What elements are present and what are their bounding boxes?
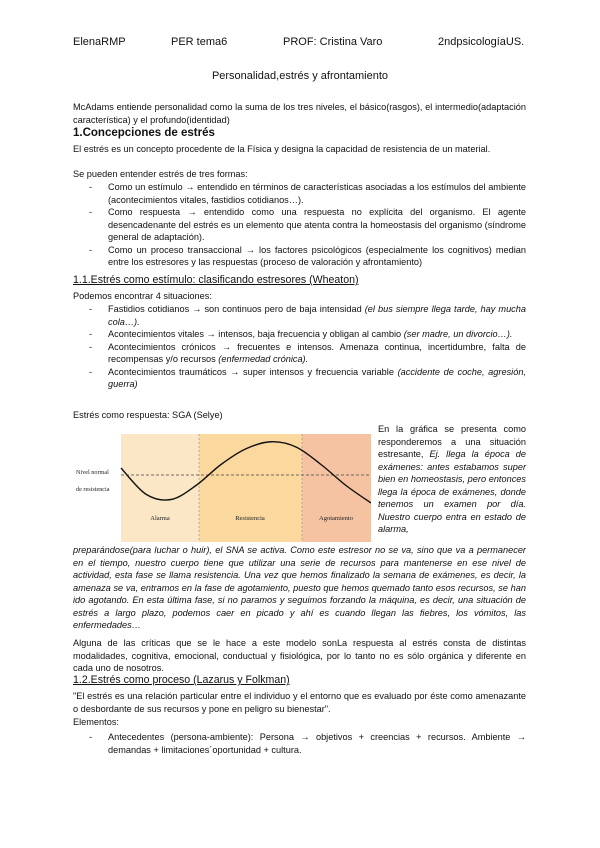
bullet-dash: -: [89, 366, 93, 377]
phase-band-agotamiento: [302, 434, 371, 542]
phase-band-alarma: [121, 434, 199, 542]
list-item: - Acontecimientos vitales → intensos, baja frecuencia y obligan al cambio (ser madre, un divorcio…).: [89, 329, 513, 339]
sga-label: Estrés como respuesta: SGA (Selye): [73, 410, 223, 420]
bullet-dash: -: [89, 329, 93, 339]
phase-label-alarma: Alarma: [150, 515, 170, 522]
bullet-dash: -: [89, 304, 93, 314]
sga-chart: [73, 434, 371, 542]
section11-intro: Podemos encontrar 4 situaciones:: [73, 291, 212, 301]
section12-elements-label: Elementos:: [73, 717, 119, 727]
section1-heading: 1.Concepciones de estrés: [73, 127, 215, 139]
example-paragraph: preparándose(para luchar o huir), el SNA se activa. Como este estresor no se va, sino que va a permanecer en el tiempo, nuestro cuerpo tiene que utilizar una serie de recursos para mantenerse en ese nivel de actividad, esta fase se llama resistencia. Una vez que hemos finalizado la semana de exámenes, es decir, la amenaza se va, entramos en la fase de agotamiento, puesto que hemos quemado tanto esos recursos, se han ido agotando. En esta última fase, si no paramos y seguimos forzando la máquina, es decir, una situación de estrés a largo plazo, podemos caer en picado y ahí es cuando llegan las fiebres, los vómitos, las enfermedades…: [73, 545, 526, 630]
list-item: - Acontecimientos traumáticos → super intensos y frecuencia variable (accidente de coche, agresión, guerra): [89, 366, 526, 389]
list-item: - Fastidios cotidianos → son continuos pero de baja intensidad (el bus siempre llega tarde, hay mucha cola…).: [89, 304, 526, 327]
bullet-dash: -: [89, 732, 93, 742]
list-item: - Como un proceso transaccional → los factores psicológicos (especialmente los cognitivos) median entre los estresores y las respuestas (proceso de valoración y afrontamiento): [89, 244, 526, 267]
section12-list: [73, 731, 526, 756]
list-item: - Antecedentes (persona-ambiente): Persona → objetivos + creencias + recursos. Ambiente → demandas + limitaciones´oportunidad + cultura.: [89, 732, 526, 755]
phase-band-resistencia: [199, 434, 302, 542]
bullet-dash: -: [89, 182, 93, 192]
section11-list: [73, 303, 526, 391]
section1-paragraph: El estrés es un concepto procedente de la Física y designa la capacidad de resistencia de un material.: [73, 144, 491, 154]
document-title: Personalidad,estrés y afrontamiento: [211, 70, 389, 82]
ylabel-line1: Nivel normal: [76, 469, 109, 476]
header-author: ElenaRMP: [73, 36, 126, 48]
header-subject: PER tema6: [171, 36, 228, 48]
criticism-paragraph: Alguna de las críticas que se le hace a este modelo sonLa respuesta al estrés consta de distintas modalidades, cognitiva, emocional, conductual y fisiológica, por lo tanto no es sólo orgánica y diferente en cada uno de nosotros.: [73, 638, 526, 673]
section12-heading: 1.2.Estrés como proceso (Lazarus y Folkman): [73, 674, 290, 686]
phase-label-resistencia: Resistencia: [235, 515, 265, 522]
ylabel-line2: de resistencia: [76, 486, 110, 493]
header-course: 2ndpsicologíaUS.: [438, 36, 525, 48]
section1-forms-intro: Se pueden entender estrés de tres formas:: [73, 169, 248, 179]
header-professor: PROF: Cristina Varo: [283, 36, 383, 48]
bullet-dash: -: [89, 244, 93, 255]
list-item: - Acontecimientos crónicos → frecuentes e intensos. Amenaza continua, incertidumbre, falta de recompensas y/o recursos (enfermedad crónica).: [89, 341, 526, 364]
section12-quote: "El estrés es una relación particular entre el individuo y el entorno que es evaluado por éste como amenazante o desbordante de sus recursos y pone en peligro su bienestar".: [73, 691, 526, 714]
list-item: - Como un estímulo → entendido en términos de características asociadas a los estímulos del ambiente (acontecimientos vitales, fastidios cotidianos…).: [89, 182, 526, 205]
bullet-dash: -: [89, 341, 93, 352]
phase-label-agotamiento: Agotamiento: [319, 515, 353, 522]
chart-explanation: En la gráfica se presenta como responderemos a una situación estresante, Ej. llega la época de exámenes: antes estabamos super bien en homeostasis, pero entonces llega la época de exámenes, donde tenemos un examen por día. Nuestro cuerpo entra en estado de alarma,: [378, 424, 526, 534]
bullet-dash: -: [89, 207, 93, 217]
intro-paragraph: McAdams entiende personalidad como la suma de los tres niveles, el básico(rasgos), el intermedio(adaptación característica) y el profundo(identidad): [73, 102, 526, 125]
section1-list: [73, 181, 526, 269]
list-item: - Como respuesta → entendido como una respuesta no explícita del organismo. El agente desencadenante del estrés es un elemento que atenta contra la homeostasis del organismo (síndrome general de adaptación).: [89, 207, 526, 242]
section11-heading: 1.1.Estrés como estímulo: clasificando estresores (Wheaton): [73, 274, 359, 286]
